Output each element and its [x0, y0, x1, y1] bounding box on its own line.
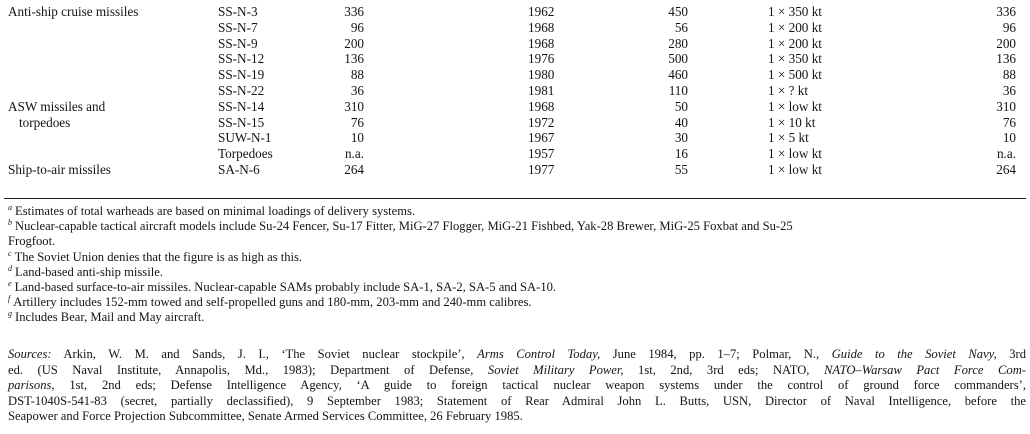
footnote	[8, 250, 1026, 265]
year-cell: 1981	[528, 83, 555, 98]
year-cell: 1968	[528, 19, 555, 35]
launchers-cell: 336	[344, 4, 364, 19]
table-row	[0, 20, 1030, 37]
table-row	[0, 99, 1030, 116]
category-cell: ASW missiles and	[8, 98, 106, 114]
range-cell: 280	[668, 35, 688, 51]
footnote-text: Nuclear-capable tactical aircraft models include Su-24 Fencer, Su-17 Fitter, MiG-27 Flogger, MiG-21 Fishbed, Yak-28 Brewer, MiG-25 Foxbat and Su-25	[15, 219, 793, 234]
year-cell: 1968	[528, 98, 555, 114]
range-cell: 460	[668, 67, 688, 83]
footnote-text: Land-based anti-ship missile.	[15, 264, 163, 279]
year-cell: 1972	[528, 114, 555, 130]
range-cell: 16	[674, 146, 688, 162]
year-cell: 1962	[528, 4, 555, 19]
system-cell: SUW-N-1	[218, 130, 272, 146]
table-row	[0, 146, 1030, 163]
launchers-cell: 96	[350, 19, 364, 35]
table-row	[0, 51, 1030, 68]
system-cell: SS-N-7	[218, 19, 258, 35]
launchers-cell: 36	[350, 83, 364, 98]
table-row	[0, 162, 1030, 179]
warheads-cell: 36	[1002, 83, 1016, 98]
launchers-cell: 264	[344, 162, 364, 177]
warheads-cell: 136	[996, 51, 1016, 67]
footnote-text: Includes Bear, Mail and May aircraft.	[15, 310, 205, 325]
system-cell: SS-N-12	[218, 51, 265, 67]
sources-note	[8, 347, 1026, 425]
table-rule	[4, 198, 1026, 199]
warhead-cell: 1 × low kt	[768, 162, 822, 177]
footnote	[8, 219, 1026, 234]
warheads-cell: 96	[1002, 19, 1016, 35]
footnote-text: Frogfoot.	[8, 234, 56, 249]
system-cell: Torpedoes	[218, 146, 273, 162]
warheads-cell: 310	[996, 98, 1016, 114]
footnote-mark: b	[8, 218, 12, 228]
warhead-cell: 1 × low kt	[768, 146, 822, 162]
warhead-cell: 1 × 5 kt	[768, 130, 809, 146]
sources-line-1: Sources: Arkin, W. M. and Sands, J. I., ‘The Soviet nuclear stockpile’, Arms Control Today, June 1984, pp. 1–7; Polmar, N., Guide to the Soviet Navy, 3rd	[8, 347, 1027, 361]
warhead-cell: 1 × 500 kt	[768, 67, 822, 83]
footnote-mark: g	[8, 309, 12, 319]
year-cell: 1976	[528, 51, 555, 67]
year-cell: 1968	[528, 35, 555, 51]
system-cell: SS-N-3	[218, 4, 258, 19]
table-row	[0, 36, 1030, 53]
warhead-cell: 1 × 200 kt	[768, 35, 822, 51]
footnote-mark: c	[8, 248, 12, 258]
launchers-cell: 200	[344, 35, 364, 51]
range-cell: 30	[674, 130, 688, 146]
range-cell: 450	[668, 4, 688, 19]
category-cell: torpedoes	[19, 114, 71, 130]
footnote-text: Land-based surface-to-air missiles. Nuclear-capable SAMs probably include SA-1, SA-2, SA-5 and SA-10.	[14, 280, 557, 295]
table-row	[0, 130, 1030, 147]
footnote-text: Estimates of total warheads are based on minimal loadings of delivery systems.	[15, 204, 416, 218]
sources-line-3: parisons, 1st, 2nd eds; Defense Intelligence Agency, ‘A guide to foreign tactical nuclear weapon systems under the control of ground force commanders’,	[8, 378, 1026, 393]
footnote-mark: e	[8, 279, 12, 289]
table-row	[0, 83, 1030, 100]
system-cell: SS-N-14	[218, 98, 265, 114]
warhead-cell: 1 × low kt	[768, 98, 822, 114]
range-cell: 50	[674, 98, 688, 114]
footnote-mark: a	[8, 203, 12, 212]
warhead-cell: 1 × 350 kt	[768, 4, 822, 19]
launchers-cell: 10	[350, 130, 364, 146]
warheads-cell: 200	[996, 35, 1016, 51]
range-cell: 40	[674, 114, 688, 130]
launchers-cell: 76	[350, 114, 364, 130]
footnote	[8, 310, 1026, 325]
warheads-cell: 76	[1002, 114, 1016, 130]
year-cell: 1977	[528, 162, 555, 177]
system-cell: SS-N-9	[218, 35, 258, 51]
table-row	[0, 4, 1030, 21]
warhead-cell: 1 × 350 kt	[768, 51, 822, 67]
year-cell: 1967	[528, 130, 555, 146]
warheads-cell: n.a.	[996, 146, 1016, 162]
system-cell: SS-N-19	[218, 67, 265, 83]
footnotes	[8, 204, 1026, 326]
footnote	[8, 234, 1026, 249]
year-cell: 1957	[528, 146, 555, 162]
system-cell: SA-N-6	[218, 162, 260, 177]
sources-line-2: ed. (US Naval Institute, Annapolis, Md., 1983); Department of Defense, Soviet Military Power, 1st, 2nd, 3rd eds; NATO, NATO–Warsaw Pact Force Com-	[8, 362, 1026, 377]
footnote-text: The Soviet Union denies that the figure is as high as this.	[14, 249, 303, 264]
table-row	[0, 67, 1030, 84]
warheads-cell: 336	[996, 4, 1016, 19]
warheads-cell: 10	[1002, 130, 1016, 146]
warheads-cell: 88	[1002, 67, 1016, 83]
range-cell: 56	[674, 19, 688, 35]
range-cell: 55	[674, 162, 688, 177]
launchers-cell: 136	[344, 51, 364, 67]
range-cell: 500	[668, 51, 688, 67]
footnote	[8, 204, 1026, 219]
range-cell: 110	[668, 83, 688, 98]
table-row	[0, 115, 1030, 132]
category-cell: Ship-to-air missiles	[8, 162, 111, 177]
footnote	[8, 280, 1026, 295]
footnote-text: Artillery includes 152-mm towed and self-propelled guns and 180-mm, 203-mm and 240-mm calibres.	[13, 295, 532, 310]
sources-label: Sources:	[8, 347, 52, 361]
launchers-cell: 310	[344, 98, 364, 114]
launchers-cell: 88	[350, 67, 364, 83]
warheads-cell: 264	[996, 162, 1016, 177]
sources-line-5: Seapower and Force Projection Subcommittee, Senate Armed Services Committee, 26 February 1985.	[8, 409, 523, 424]
footnote	[8, 265, 1026, 280]
warhead-cell: 1 × 200 kt	[768, 19, 822, 35]
launchers-cell: n.a.	[344, 146, 364, 162]
footnote	[8, 295, 1026, 310]
category-cell: Anti-ship cruise missiles	[8, 4, 139, 19]
footnote-mark: d	[8, 263, 12, 273]
warhead-cell: 1 × 10 kt	[768, 114, 816, 130]
sources-line-4: DST-1040S-541-83 (secret, partially declassified), 9 September 1983; Statement of Rear Admiral John L. Butts, USN, Director of Naval Intelligence, before the	[8, 393, 1026, 408]
year-cell: 1980	[528, 67, 555, 83]
footnote-mark: f	[8, 294, 11, 304]
warhead-cell: 1 × ? kt	[768, 83, 809, 98]
system-cell: SS-N-15	[218, 114, 265, 130]
system-cell: SS-N-22	[218, 83, 265, 98]
